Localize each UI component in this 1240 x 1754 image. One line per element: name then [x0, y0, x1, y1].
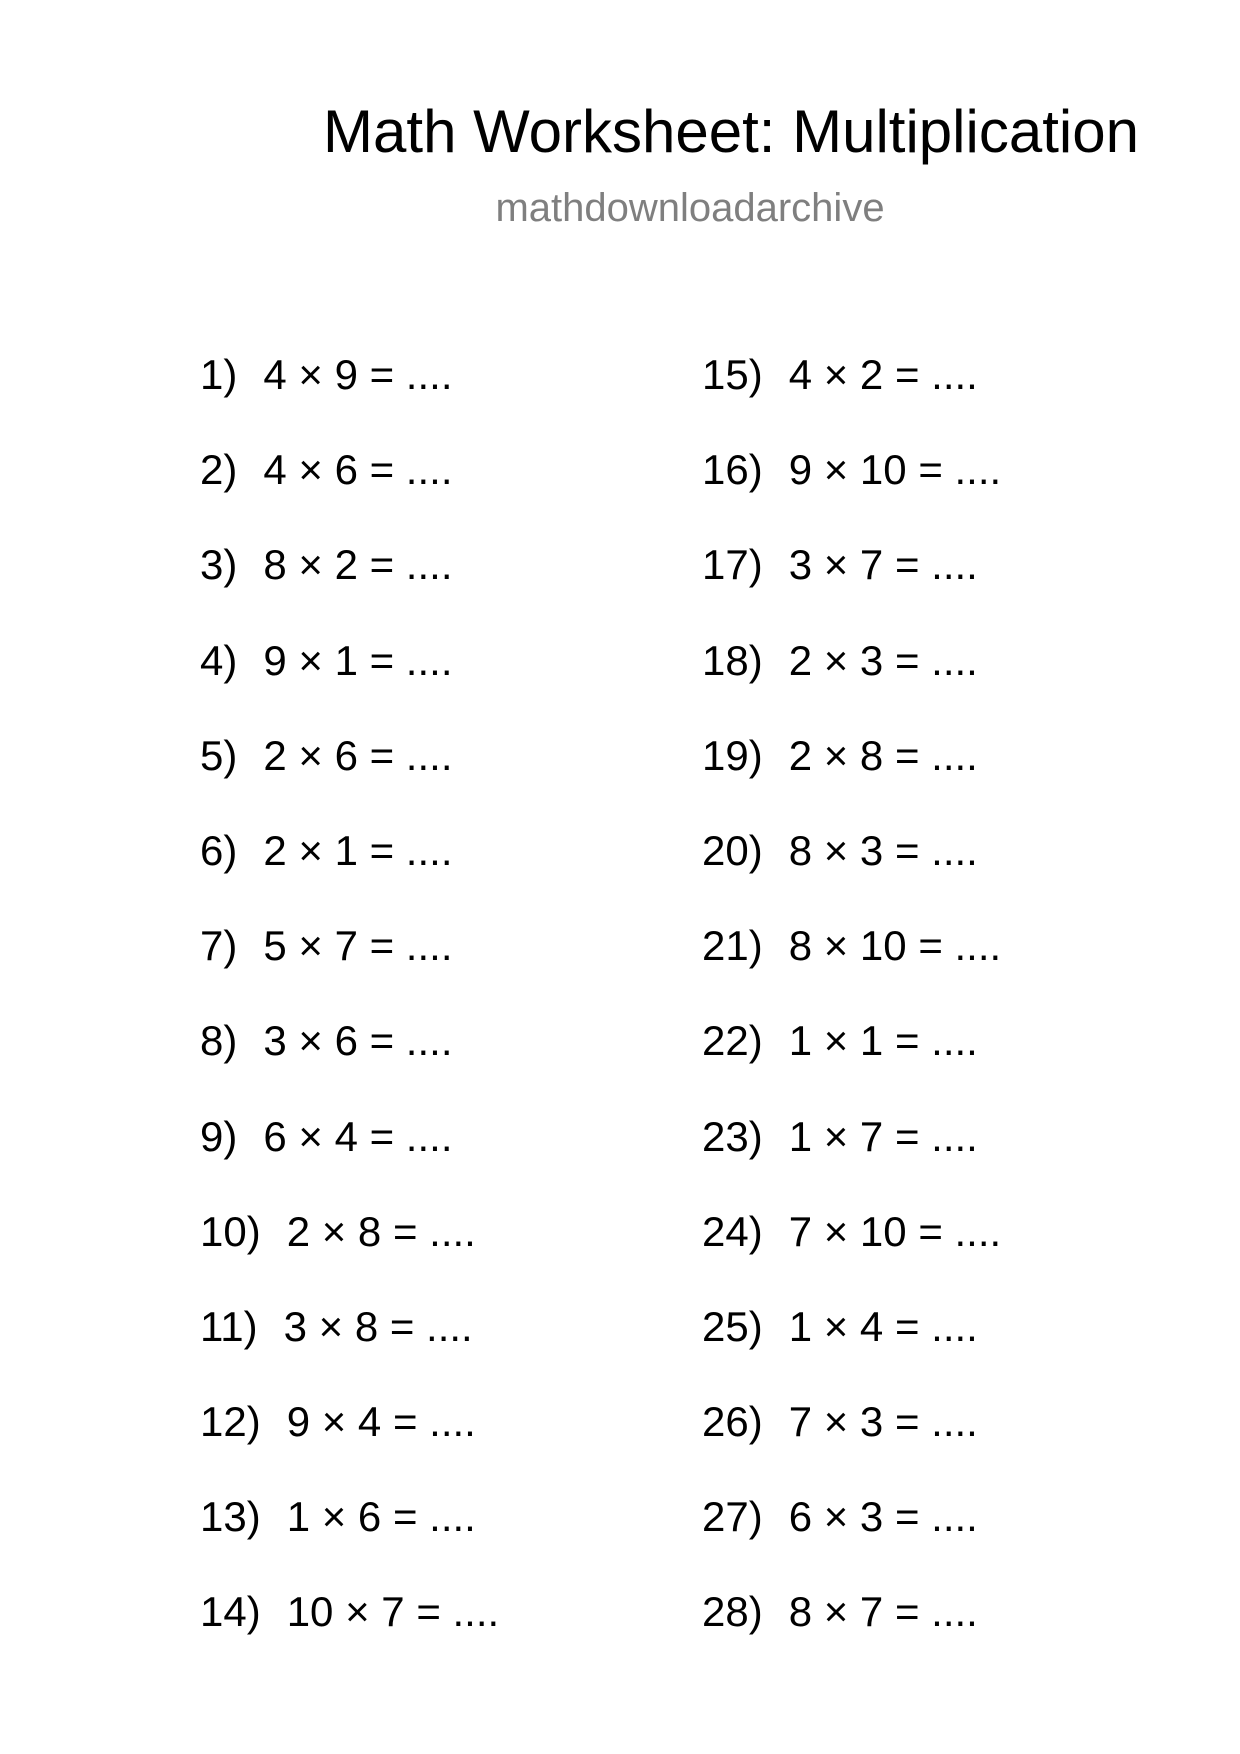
problem-number: 21) — [702, 922, 763, 970]
problem-expression: 2 × 8 = .... — [788, 731, 978, 779]
problem-item — [702, 1492, 1001, 1587]
problem-number: 15) — [702, 351, 763, 398]
problem-number: 14) — [200, 1588, 261, 1636]
problem-number: 20) — [702, 826, 763, 874]
problem-expression: 1 × 1 = .... — [788, 1017, 978, 1065]
problem-item — [200, 731, 499, 826]
problem-item — [702, 445, 1001, 540]
problem-number: 7) — [200, 922, 238, 970]
problem-number: 28) — [702, 1588, 763, 1636]
problem-item — [702, 731, 1001, 826]
problem-expression: 6 × 4 = .... — [263, 1112, 453, 1160]
problem-expression: 2 × 6 = .... — [263, 731, 453, 779]
problem-item — [702, 636, 1001, 731]
problem-expression: 9 × 10 = .... — [788, 446, 1002, 494]
problem-expression: 8 × 10 = .... — [788, 922, 1002, 970]
problem-number: 17) — [702, 541, 763, 589]
problem-item — [200, 1207, 499, 1302]
problem-expression: 6 × 3 = .... — [788, 1493, 978, 1541]
page-subtitle: mathdownloadarchive — [495, 186, 885, 230]
problem-number: 5) — [200, 731, 238, 779]
problem-number: 3) — [200, 541, 238, 589]
problem-item — [702, 1397, 1001, 1492]
problem-number: 18) — [702, 636, 763, 684]
problem-number: 1) — [200, 351, 238, 398]
problem-item — [702, 1587, 1001, 1682]
problem-number: 16) — [702, 446, 763, 494]
problem-expression: 4 × 2 = .... — [788, 351, 978, 398]
problem-expression: 9 × 4 = .... — [286, 1398, 476, 1446]
problem-item — [200, 636, 499, 731]
problem-item — [702, 350, 1001, 445]
problem-number: 8) — [200, 1017, 238, 1065]
problem-number: 22) — [702, 1017, 763, 1065]
problem-item — [702, 1112, 1001, 1207]
problem-item — [200, 445, 499, 540]
problem-expression: 2 × 8 = .... — [286, 1207, 476, 1255]
problem-number: 25) — [702, 1302, 763, 1350]
problem-expression: 4 × 9 = .... — [263, 351, 453, 398]
problem-expression: 8 × 3 = .... — [788, 826, 978, 874]
problem-item — [200, 921, 499, 1016]
problem-number: 10) — [200, 1207, 261, 1255]
problem-number: 13) — [200, 1493, 261, 1541]
problem-item — [200, 540, 499, 635]
problem-number: 6) — [200, 826, 238, 874]
problem-number: 11) — [200, 1302, 258, 1350]
problems-column-right — [702, 350, 1001, 1683]
problem-item — [200, 1302, 499, 1397]
problem-item — [702, 826, 1001, 921]
problem-item — [200, 350, 499, 445]
problem-expression: 1 × 6 = .... — [286, 1493, 476, 1541]
problem-item — [200, 1016, 499, 1111]
problem-item — [200, 1587, 499, 1682]
problem-expression: 8 × 2 = .... — [263, 541, 453, 589]
problem-item — [702, 1016, 1001, 1111]
problem-expression: 1 × 4 = .... — [788, 1302, 978, 1350]
problem-expression: 10 × 7 = .... — [286, 1588, 500, 1636]
problem-expression: 5 × 7 = .... — [263, 922, 453, 970]
problem-expression: 3 × 8 = .... — [283, 1302, 473, 1350]
page-title: Math Worksheet: Multiplication — [323, 98, 1139, 165]
problem-item — [200, 1397, 499, 1492]
problem-expression: 1 × 7 = .... — [788, 1112, 978, 1160]
problem-item — [702, 540, 1001, 635]
problem-expression: 4 × 6 = .... — [263, 446, 453, 494]
problem-number: 9) — [200, 1112, 238, 1160]
problem-expression: 7 × 3 = .... — [788, 1398, 978, 1446]
problem-number: 24) — [702, 1207, 763, 1255]
problem-expression: 2 × 1 = .... — [263, 826, 453, 874]
problem-expression: 7 × 10 = .... — [788, 1207, 1002, 1255]
problem-expression: 8 × 7 = .... — [788, 1588, 978, 1636]
problem-item — [200, 1492, 499, 1587]
problem-number: 23) — [702, 1112, 763, 1160]
problem-number: 19) — [702, 731, 763, 779]
problem-expression: 9 × 1 = .... — [263, 636, 453, 684]
problem-number: 26) — [702, 1398, 763, 1446]
problems-column-left — [200, 350, 499, 1683]
problem-number: 27) — [702, 1493, 763, 1541]
problem-expression: 3 × 7 = .... — [788, 541, 978, 589]
problem-number: 2) — [200, 446, 238, 494]
problem-item — [200, 826, 499, 921]
problem-number: 12) — [200, 1398, 261, 1446]
problem-item — [702, 1207, 1001, 1302]
problem-expression: 3 × 6 = .... — [263, 1017, 453, 1065]
problem-item — [702, 1302, 1001, 1397]
problem-item — [702, 921, 1001, 1016]
problem-item — [200, 1112, 499, 1207]
problem-expression: 2 × 3 = .... — [788, 636, 978, 684]
problem-number: 4) — [200, 636, 238, 684]
